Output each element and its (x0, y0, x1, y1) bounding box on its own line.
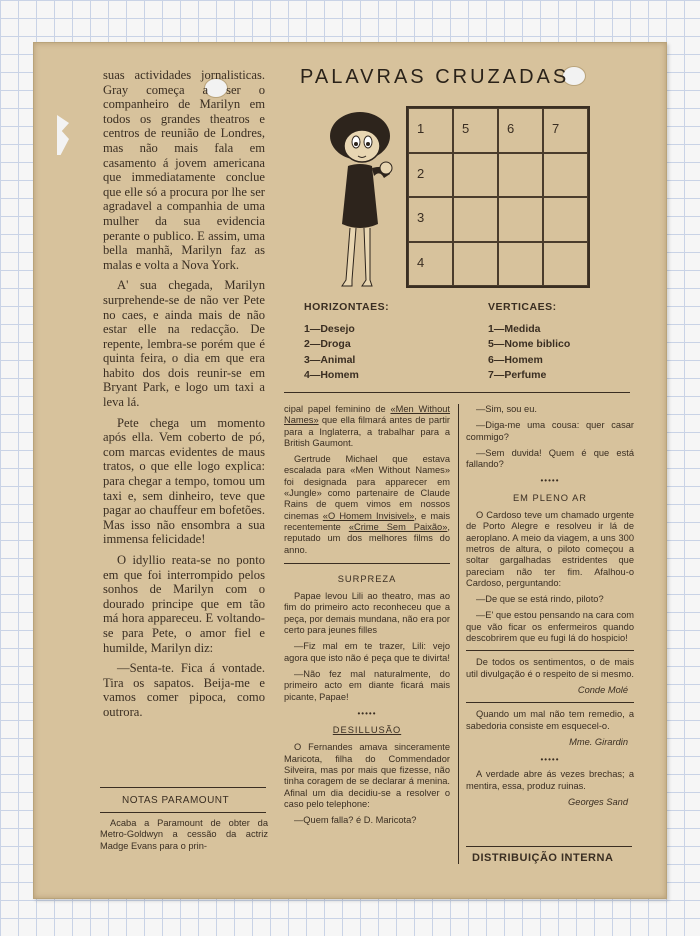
right-column (466, 404, 634, 814)
cell-number: 6 (507, 121, 515, 136)
vertical-heading: VERTICAES: (488, 301, 557, 313)
divider (466, 846, 632, 847)
clue: 1—Medida (488, 322, 541, 335)
cell-number: 3 (417, 210, 425, 225)
grid-cell[interactable] (498, 153, 543, 198)
grid-cell[interactable] (498, 197, 543, 242)
desillusao-heading: DESILLUSÃO (332, 725, 402, 736)
separator-stars: ••••• (540, 755, 560, 765)
article-paragraph: —E' que estou pensando na cara com que vão ficar os enfermeiros quando descobrirem que eu fugi lá do hospicio! (466, 610, 634, 644)
horizontal-heading: HORIZONTAES: (304, 301, 390, 313)
story-paragraph: suas actividades jornalisticas. Gray começa a ser o companheiro de Marilyn em todos os grandes theatros e centros de reunião de Londres, mas não mais fala em casamento á jovem americana que immediatamente conclue que elle só a procura por lhe ser agradavel a companhia de uma mulher da sua evidencia perante o publico. E assim, uma bella manhã, Marilyn faz as malas e volta a Nova York. (103, 68, 265, 272)
article-paragraph: Papae levou Lili ao theatro, mas ao fim do primeiro acto reconheceu que a peça, por demais mundana, não era por certo para jeunes filles (284, 591, 450, 636)
grid-cell[interactable] (408, 197, 453, 242)
article-paragraph: —De que se está rindo, piloto? (476, 594, 604, 605)
article-paragraph: O Fernandes amava sinceramente Maricota, filha do Commendador Silveira, mas por mais que fizesse, não tinha coragem de se declarar á menina. Afinal um dia decidiu-se a resolver o caso pelo telephone: (284, 742, 450, 809)
article-paragraph: —Sem duvida! Quem é que está fallando? (466, 447, 634, 470)
quote-author: Mme. Girardin (569, 736, 628, 747)
text: que ella filmará antes de partir para a Inglaterra, a trabalhar para a British Gaumont. (284, 415, 450, 448)
middle-column (284, 404, 450, 832)
horizontal-clues (304, 300, 389, 384)
film-title: «Men Without Names» (284, 404, 451, 426)
story-paragraph: A' sua chegada, Marilyn surprehende-se de não ver Pete no caes, e ainda mais de não estar elle na redacção. De repente, lembra-se porém que é quinta feira, o dia em que era habito dos dois reunir-se em Bryant Park, e logo um taxi a leva lá. (103, 278, 265, 410)
story-column (103, 68, 265, 726)
grid-cell[interactable] (543, 197, 588, 242)
grid-cell[interactable] (453, 153, 498, 198)
crossword-title: PALAVRAS CRUZADAS (300, 66, 570, 88)
clue: 4—Homem (304, 369, 359, 381)
cell-number: 2 (417, 165, 425, 181)
text: Gertrude Michael que estava escalada para «Men Without Names» foi designada para apparecer em «Jungle» como partenaire de Claude Rains de quem vimos em nossos cinemas (284, 454, 450, 521)
quote: A verdade abre ás vezes brechas; a mentira, essa, produz ruinas. (466, 769, 634, 791)
grid-cell[interactable] (408, 153, 453, 198)
cartoon-girl-illustration (318, 104, 404, 294)
story-paragraph: Pete chega um momento após ella. Vem coberto de pó, com marcas evidentes de maus tratos, o que elle logo explica: para chegar a tempo, tomou um taxi e, sem dinheiro, teve que pagar ao chauffeur em bofetões. Mas isso não ensombra a sua immensa felicidade! (103, 415, 265, 547)
divider (100, 787, 266, 788)
film-title: «O Homem Invisivel» (322, 510, 415, 521)
film-title: «Crime Sem Paixão» (348, 521, 448, 532)
grid-cell[interactable] (498, 108, 543, 153)
notas-text (100, 818, 268, 857)
text: cipal papel feminino de (284, 404, 391, 414)
grid-cell[interactable] (408, 242, 453, 287)
grid-cell[interactable] (408, 108, 453, 153)
divider (284, 392, 630, 393)
grid-cell[interactable] (543, 242, 588, 287)
quote: De todos os sentimentos, o de mais util divulgação é o respeito de si mesmo. (466, 657, 634, 679)
grid-cell[interactable] (543, 153, 588, 198)
article-paragraph: —Não fez mal naturalmente, do primeiro acto em diante ficará mais picante, Papae! (284, 668, 450, 702)
article-paragraph: —Sim, sou eu. (476, 404, 537, 414)
clue: 3—Animal (304, 353, 356, 366)
grid-cell[interactable] (453, 242, 498, 287)
article-paragraph: —Quem falla? é D. Maricota? (294, 815, 417, 826)
grid-cell[interactable] (453, 108, 498, 153)
surpresa-heading: SURPREZA (337, 573, 397, 584)
separator-stars: ••••• (540, 476, 560, 486)
divider (100, 812, 266, 813)
notas-heading: NOTAS PARAMOUNT (122, 795, 230, 806)
quote-author: Georges Sand (568, 797, 628, 808)
article-paragraph (284, 454, 450, 556)
grid-cell[interactable] (453, 197, 498, 242)
article-paragraph (284, 404, 450, 449)
footer-label: DISTRIBUIÇÃO INTERNA (472, 852, 614, 864)
cell-number: 1 (417, 121, 425, 136)
grid-cell[interactable] (543, 108, 588, 153)
story-paragraph: O idyllio reata-se no ponto em que foi interrompido pelos sonhos de Marilyn com o dourado principe que em tão má hora appareceu. E voltando-se para Pete, o amor fiel e humilde, Marilyn diz: (103, 553, 265, 655)
divider (458, 404, 459, 864)
clue: 5—Nome biblico (488, 338, 571, 350)
text: , e mais recentemente (284, 510, 450, 532)
clue: 1—Desejo (304, 322, 355, 335)
cell-number: 4 (417, 254, 425, 270)
clue: 2—Droga (304, 338, 351, 350)
article-paragraph: —Diga-me uma cousa: quer casar commigo? (466, 420, 634, 442)
article-paragraph: O Cardoso teve um chamado urgente de Porto Alegre e resolveu ir lá de aeroplano. A meio da viagem, a uns 300 metros de altura, o piloto começou a soltar gargalhadas estridentes que pareciam não ter fim. Afalhou-o Cardoso, perguntando: (466, 510, 634, 588)
article-paragraph: —Fiz mal em te trazer, Lili: vejo agora que isto não é peça que te divirta! (284, 641, 450, 663)
clue: 6—Homem (488, 353, 543, 366)
em-pleno-ar-heading: EM PLENO AR (512, 492, 588, 503)
vertical-clues (488, 300, 570, 384)
story-paragraph: —Senta-te. Fica á vontade. Tira os sapatos. Beija-me e vamos comer pipoca, como outrora. (103, 661, 265, 719)
quote: Quando um mal não tem remedio, a sabedoria consiste em esquecel-o. (466, 709, 634, 731)
crossword-grid[interactable] (406, 106, 590, 288)
text: , reputado um dos melhores films do anno. (284, 521, 450, 555)
divider (466, 702, 634, 703)
cell-number: 7 (552, 121, 560, 136)
divider (466, 650, 634, 651)
separator-stars: ••••• (357, 708, 377, 718)
quote-author: Conde Molé (577, 684, 628, 695)
article-paragraph: Acaba a Paramount de obter da Metro-Goldwyn a cessão da actriz Madge Evans para o prin- (100, 818, 268, 851)
grid-cell[interactable] (498, 242, 543, 287)
clue: 7—Perfume (488, 369, 547, 381)
cell-number: 5 (462, 121, 470, 136)
